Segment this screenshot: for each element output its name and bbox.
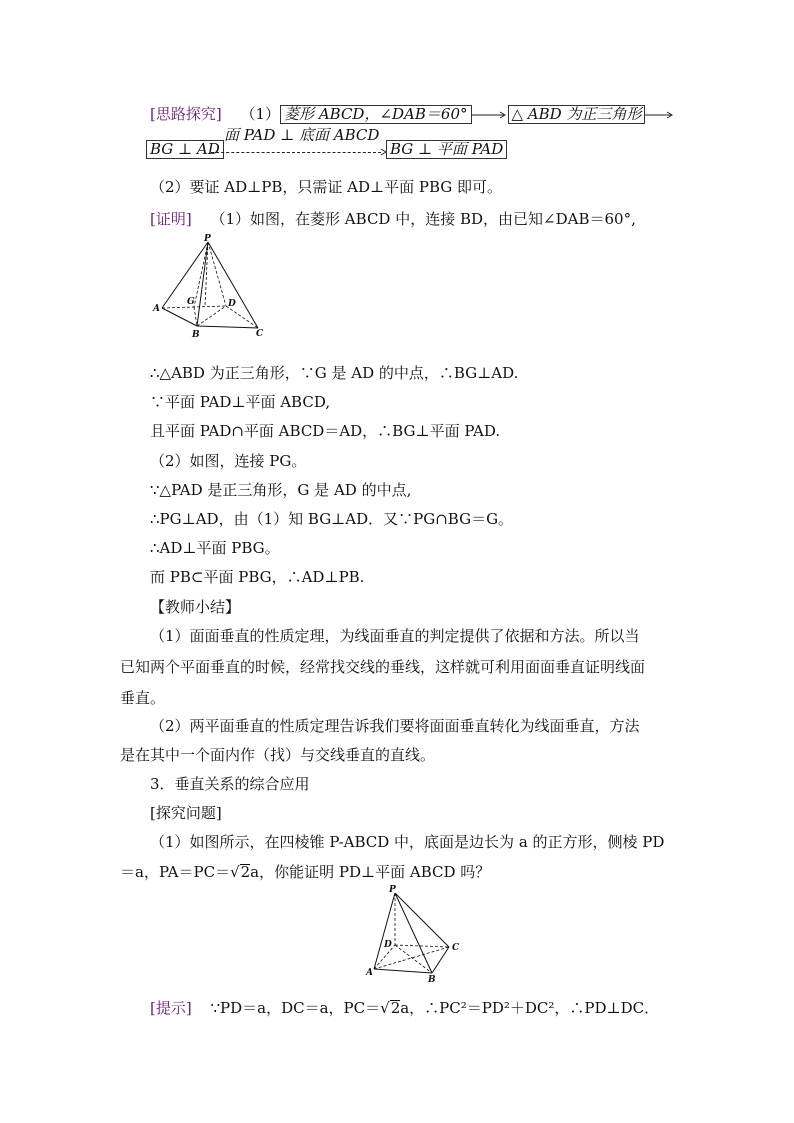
proof-line-6: ∴PG⊥AD，由（1）知 BG⊥AD．又∵PG∩BG＝G。 [150, 510, 514, 528]
idea-tag: [思路探究] [150, 105, 222, 123]
label-A: A [153, 304, 160, 314]
proof-line-3: 且平面 PAD∩平面 ABCD＝AD，∴BG⊥平面 PAD. [150, 422, 501, 440]
proof-line-8: 而 PB⊂平面 PBG，∴AD⊥PB. [150, 568, 365, 586]
flow-box-3: BG ⊥ AD [146, 140, 224, 159]
arrow-right-icon [645, 110, 675, 120]
section3-question-line-1: （1）如图所示，在四棱锥 P-ABCD 中，底面是边长为 a 的正方形，侧棱 PD [150, 833, 665, 851]
summary-p2-line-2: 是在其中一个面内作（找）与交线垂直的直线。 [120, 746, 436, 764]
proof-line-5: ∵△PAD 是正三角形，G 是 AD 的中点, [150, 481, 412, 499]
label-C: C [452, 943, 460, 953]
label-P: P [389, 885, 396, 895]
label-D: D [384, 940, 392, 950]
flow-box-2: △ ABD 为正三角形 [508, 105, 646, 124]
dashed-arrow-line [211, 152, 381, 153]
summary-p1-line-3: 垂直。 [120, 689, 166, 707]
summary-title: 【教师小结】 [150, 598, 241, 616]
flow-box-1: 菱形 ABCD，∠DAB＝60° [280, 105, 471, 124]
pyramid-figure-1 [150, 232, 275, 342]
proof-line-2: ∵平面 PAD⊥平面 ABCD, [150, 393, 331, 411]
idea-row-2 [146, 139, 224, 159]
q2-post: a，你能证明 PD⊥平面 ABCD 吗？ [250, 863, 491, 881]
section3-heading: 3．垂直关系的综合应用 [150, 775, 310, 793]
idea-row-2b [386, 139, 507, 159]
idea-row-1 [150, 104, 675, 124]
summary-p1-line-1: （1）面面垂直的性质定理，为线面垂直的判定提供了依据和方法。所以当 [150, 627, 640, 645]
section3-subtag: [探究问题] [150, 804, 222, 822]
label-P: P [204, 234, 211, 244]
hint-tag: [提示] [150, 999, 192, 1017]
label-B: B [428, 975, 436, 983]
label-A: A [366, 968, 373, 978]
pyramid-figure-2 [364, 883, 464, 983]
proof-line-7: ∴AD⊥平面 PBG。 [150, 539, 280, 557]
summary-p2-line-1: （2）两平面垂直的性质定理告诉我们要将面面垂直转化为线面垂直，方法 [150, 717, 640, 735]
hint-sqrt: 2 [390, 999, 401, 1017]
summary-p1-line-2: 已知两个平面垂直的时候，经常找交线的垂线，这样就可利用面面垂直证明线面 [120, 658, 646, 676]
proof-line-1: ∴△ABD 为正三角形，∵G 是 AD 的中点，∴BG⊥AD. [150, 364, 519, 382]
q2-sqrt: 2 [240, 863, 251, 881]
label-C: C [256, 329, 264, 339]
hint-post: a，∴PC²＝PD²＋DC²，∴PD⊥DC． [400, 999, 660, 1017]
proof-tag: [证明] [150, 210, 192, 228]
idea-num: （1） [240, 105, 281, 123]
idea-line-2: （2）要证 AD⊥PB，只需证 AD⊥平面 PBG 即可。 [150, 178, 503, 196]
label-G: G [187, 297, 195, 307]
proof-intro: （1）如图，在菱形 ABCD 中，连接 BD，由已知∠DAB＝60°, [210, 210, 636, 228]
q2-pre: ＝a，PA＝PC＝ [120, 863, 231, 881]
proof-line-4: （2）如图，连接 PG。 [150, 452, 307, 470]
hint-pre: ∵PD＝a，DC＝a，PC＝ [210, 999, 381, 1017]
label-B: B [192, 330, 200, 340]
proof-intro-row [150, 209, 636, 229]
section3-question-line-2: ＝a，PA＝PC＝√2a，你能证明 PD⊥平面 ABCD 吗？ [120, 863, 491, 881]
label-D: D [228, 299, 236, 309]
hint-row: [提示] ∵PD＝a，DC＝a，PC＝√2a，∴PC²＝PD²＋DC²，∴PD⊥DC． [150, 999, 660, 1017]
flow-box-4: BG ⊥ 平面 PAD [386, 140, 507, 159]
flow-mid-label: 面 PAD ⊥ 底面 ABCD [224, 126, 380, 144]
arrow-right-icon [472, 110, 508, 120]
